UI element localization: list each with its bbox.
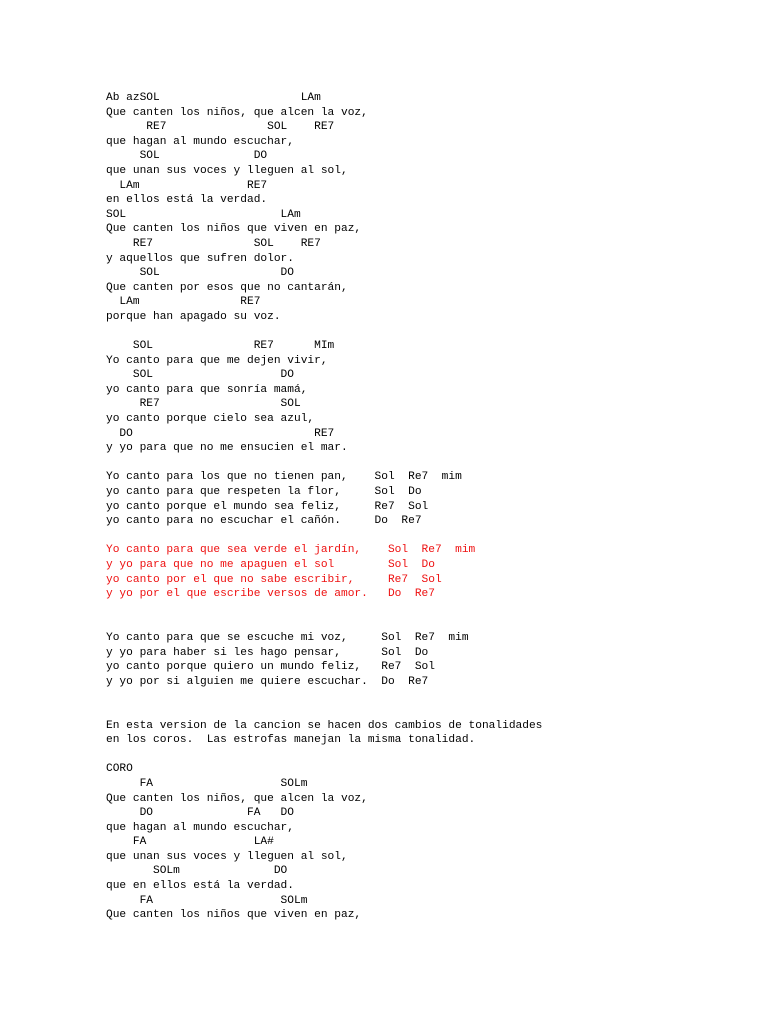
lyric-line: Ab azSOL LAm <box>106 92 321 104</box>
lyric-line: SOL DO <box>106 369 294 382</box>
lyric-line: SOL DO <box>106 150 268 163</box>
blank-line <box>106 456 746 471</box>
lyric-line: Yo canto para que sea verde el jardín, Sol Re7 mim <box>106 544 476 557</box>
lyric-line: yo canto porque cielo sea azul, <box>106 413 315 426</box>
blank-line <box>106 325 746 340</box>
lyric-line: DO FA DO <box>106 807 294 820</box>
lyric-line: FA SOLm <box>106 894 308 907</box>
lyric-line: DO RE7 <box>106 427 335 440</box>
lyric-line: FA LA# <box>106 836 274 849</box>
document-page <box>106 91 746 923</box>
lyric-line: yo canto por el que no sabe escribir, Re7 Sol <box>106 573 442 586</box>
lyric-line: Que canten por esos que no cantarán, <box>106 281 348 294</box>
lyric-line: porque han apagado su voz. <box>106 310 281 323</box>
lyric-line: SOLm DO <box>106 865 288 878</box>
lyric-line: SOL LAm <box>106 208 301 221</box>
lyric-line: Yo canto para que me dejen vivir, <box>106 354 328 367</box>
lyric-line: En esta version de la cancion se hacen dos cambios de tonalidades <box>106 719 543 732</box>
lyric-line: y aquellos que sufren dolor. <box>106 252 294 265</box>
lyric-line: Que canten los niños que viven en paz, <box>106 909 362 922</box>
lyric-line: FA SOLm <box>106 777 308 790</box>
lyric-line: que hagan al mundo escuchar, <box>106 821 294 834</box>
lyric-line: y yo para que no me ensucien el mar. <box>106 442 348 455</box>
lyric-line: en los coros. Las estrofas manejan la misma tonalidad. <box>106 734 476 747</box>
blank-line <box>106 616 746 631</box>
blank-line <box>106 602 746 617</box>
lyric-line: RE7 SOL RE7 <box>106 121 335 134</box>
blank-line <box>106 748 746 763</box>
blank-line <box>106 529 746 544</box>
lyric-line: y yo por el que escribe versos de amor. Do Re7 <box>106 588 435 601</box>
blank-line <box>106 689 746 704</box>
lyric-line: yo canto para que sonría mamá, <box>106 383 308 396</box>
lyric-line: que unan sus voces y lleguen al sol, <box>106 850 348 863</box>
lyric-line: Que canten los niños que viven en paz, <box>106 223 362 236</box>
lyric-line: y yo para que no me apaguen el sol Sol Do <box>106 559 435 571</box>
lyric-line: y yo para haber si les hago pensar, Sol Do <box>106 646 429 659</box>
lyric-line: Que canten los niños, que alcen la voz, <box>106 792 368 805</box>
lyric-line: yo canto para que respeten la flor, Sol Do <box>106 486 422 499</box>
lyric-line: y yo por si alguien me quiere escuchar. Do Re7 <box>106 675 429 688</box>
lyric-line: yo canto porque quiero un mundo feliz, Re7 Sol <box>106 661 435 674</box>
lyric-line: SOL RE7 MIm <box>106 340 335 353</box>
lyric-line: que unan sus voces y lleguen al sol, <box>106 164 348 177</box>
lyric-line: que hagan al mundo escuchar, <box>106 135 294 148</box>
lyric-line: CORO <box>106 763 133 776</box>
lyric-line: RE7 SOL <box>106 398 301 411</box>
lyric-line: en ellos está la verdad. <box>106 194 268 207</box>
lyric-line: LAm RE7 <box>106 296 261 309</box>
blank-line <box>106 704 746 719</box>
lyric-line: Que canten los niños, que alcen la voz, <box>106 106 368 119</box>
lyric-line: que en ellos está la verdad. <box>106 880 294 893</box>
lyric-line: RE7 SOL RE7 <box>106 237 321 250</box>
lyric-line: Yo canto para los que no tienen pan, Sol Re7 mim <box>106 471 462 484</box>
lyric-line: yo canto para no escuchar el cañón. Do Re7 <box>106 515 422 528</box>
lyric-line: Yo canto para que se escuche mi voz, Sol Re7 mim <box>106 631 469 644</box>
lyric-line: SOL DO <box>106 267 294 280</box>
lyric-line: LAm RE7 <box>106 179 268 192</box>
lyric-line: yo canto porque el mundo sea feliz, Re7 Sol <box>106 500 429 513</box>
